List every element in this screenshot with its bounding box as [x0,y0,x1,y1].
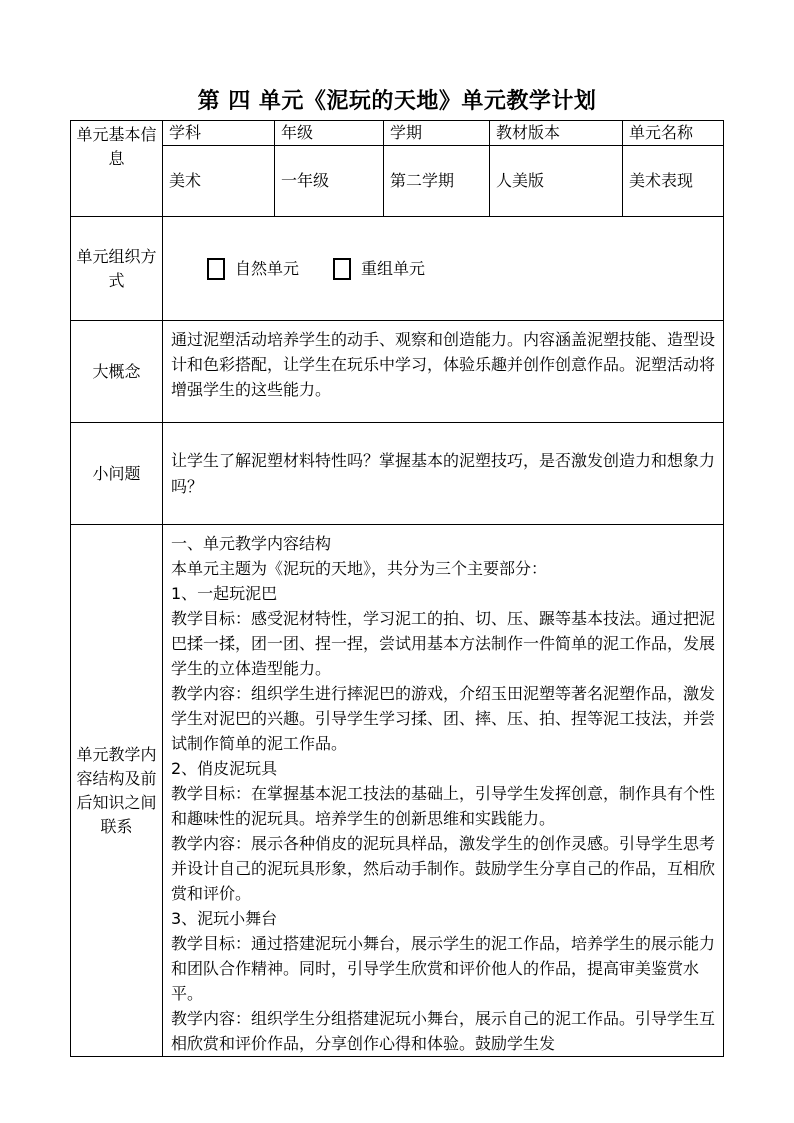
big-concept-row [71,321,724,423]
organization-options [163,217,724,321]
structure-paragraph: 教学内容：组织学生进行摔泥巴的游戏，介绍玉田泥塑等著名泥塑作品，激发学生对泥巴的兴趣。引导学生学习揉、团、摔、压、拍、捏等泥工技法，并尝试制作简单的泥工作品。 [171,684,716,753]
value-grade: 一年级 [275,146,384,217]
page-title: 第 四 单元《泥玩的天地》单元教学计划 [197,89,597,114]
basic-info-header-row [71,121,724,146]
plan-table [70,120,724,1057]
basic-info-label: 单元基本信息 [71,121,163,217]
option-regrouped-unit[interactable] [333,257,425,281]
organization-row [71,217,724,321]
structure-paragraph: 一、单元教学内容结构 [171,534,332,553]
header-term: 学期 [384,121,490,146]
small-question-label: 小问题 [71,423,163,525]
organization-label: 单元组织方式 [71,217,163,321]
small-question-row [71,423,724,525]
structure-paragraph: 教学目标：通过搭建泥玩小舞台，展示学生的泥工作品，培养学生的展示能力和团队合作精神。同时，引导学生欣赏和评价他人的作品，提高审美鉴赏水平。 [171,934,716,1003]
value-unit-name: 美术表现 [623,146,724,217]
small-question-text: 让学生了解泥塑材料特性吗？掌握基本的泥塑技巧，是否激发创造力和想象力吗？ [163,423,724,525]
checkbox-icon[interactable] [333,258,351,280]
structure-row [71,525,724,1057]
header-subject: 学科 [163,121,275,146]
basic-info-value-row [71,146,724,217]
structure-paragraph: 3、泥玩小舞台 [171,909,278,928]
structure-paragraph: 教学内容：组织学生分组搭建泥玩小舞台，展示自己的泥工作品。引导学生互相欣赏和评价作品，分享创作心得和体验。鼓励学生发 [171,1009,716,1053]
value-term: 第二学期 [384,146,490,217]
structure-paragraph: 本单元主题为《泥玩的天地》，共分为三个主要部分： [171,559,548,578]
structure-paragraph: 教学内容：展示各种俏皮的泥玩具样品，激发学生的创作灵感。引导学生思考并设计自己的泥玩具形象，然后动手制作。鼓励学生分享自己的作品，互相欣赏和评价。 [171,834,716,903]
structure-content [163,525,724,1057]
structure-paragraph: 2、俏皮泥玩具 [171,759,278,778]
option-natural-unit[interactable] [207,257,299,281]
value-subject: 美术 [163,146,275,217]
structure-paragraph: 教学目标：在掌握基本泥工技法的基础上，引导学生发挥创意，制作具有个性和趣味性的泥玩具。培养学生的创新思维和实践能力。 [171,784,716,828]
big-concept-label: 大概念 [71,321,163,423]
header-edition: 教材版本 [490,121,623,146]
structure-label: 单元教学内容结构及前后知识之间联系 [71,525,163,1057]
structure-paragraph: 1、一起玩泥巴 [171,584,278,603]
option-label: 重组单元 [361,258,426,278]
header-grade: 年级 [275,121,384,146]
value-edition: 人美版 [490,146,623,217]
checkbox-icon[interactable] [207,258,225,280]
option-label: 自然单元 [235,258,300,278]
header-unit-name: 单元名称 [623,121,724,146]
structure-paragraph: 教学目标：感受泥材特性，学习泥工的拍、切、压、蹍等基本技法。通过把泥巴揉一揉，团一团、捏一捏，尝试用基本方法制作一件简单的泥工作品，发展学生的立体造型能力。 [171,609,716,678]
big-concept-text: 通过泥塑活动培养学生的动手、观察和创造能力。内容涵盖泥塑技能、造型设计和色彩搭配，让学生在玩乐中学习，体验乐趣并创作创意作品。泥塑活动将增强学生的这些能力。 [163,321,724,423]
